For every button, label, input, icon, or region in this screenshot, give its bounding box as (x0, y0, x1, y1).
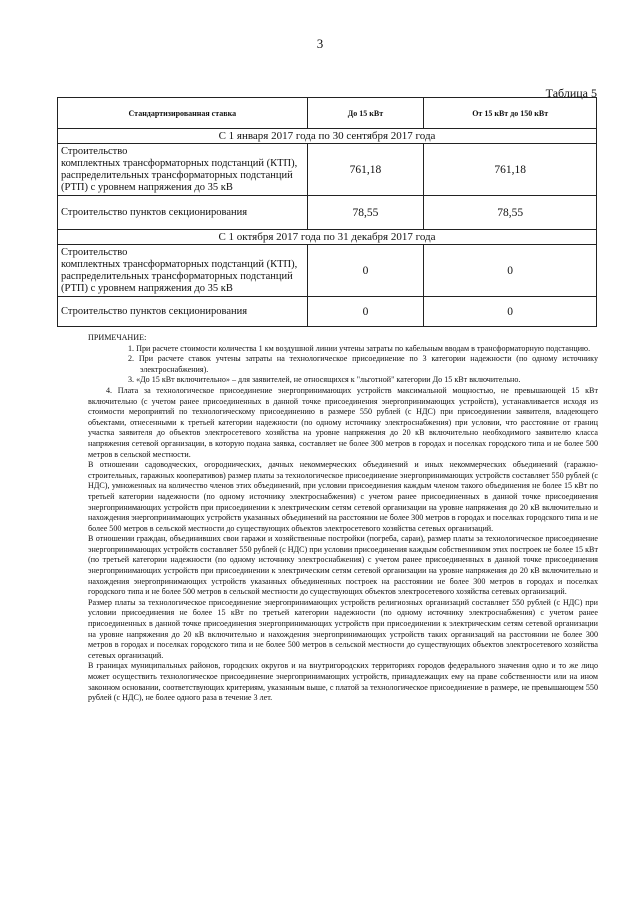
table-row (58, 144, 597, 196)
header-rate: Стандартизированная ставка (58, 98, 308, 129)
rate-value-up-to-15kw: 0 (307, 245, 424, 297)
notes-section (88, 333, 598, 704)
note-item-3: 3. «До 15 кВт включительно» – для заявителей, не относящихся к "льготной" категории До 15 кВт включительно. (128, 375, 521, 385)
rate-item: Строительство пунктов секционирования (58, 297, 308, 327)
rate-value-15-to-150kw: 0 (424, 245, 597, 297)
table-row (58, 297, 597, 327)
rate-value-up-to-15kw: 761,18 (307, 144, 424, 196)
rate-item: Строительство комплектных трансформаторных подстанций (КТП), распределительных трансформаторных подстанций (РТП) с уровнем напряжения до 35 кВ (58, 245, 308, 297)
rate-value-15-to-150kw: 78,55 (424, 196, 597, 230)
table-header-row (58, 98, 597, 129)
rates-table (57, 97, 597, 327)
note-item-1: 1. При расчете стоимости количества 1 км воздушной линии учтены затраты по кабельным вводам в трансформаторную подстанцию. (128, 343, 591, 353)
note-paragraph: В отношении садоводческих, огороднических, дачных некоммерческих объединений и иных некоммерческих объединений (гаражно-строительных, гаражных кооперативов) размер платы за технологическое присоединение энергопринимающих устройств составляет 550 рублей (с НДС), умноженных на количество членов этих объединений, при условии присоединения каждым членом такого объединения не более 15 кВт по третьей категории надежности (по одному источнику электроснабжения) с учетом ранее присоединенных в данной точке присоединения энергопринимающих устройств при присоединении к электрическим сетям сетевой организации на уровне напряжения до 20 кВ включительно и нахождения энергопринимающих устройств указанных объединений на расстоянии не более 300 метров в городах и поселках городского типа и не более 500 метров в сельской местности до существующих объектов электросетевого хозяйства сетевых организаций. (88, 460, 598, 533)
rate-value-15-to-150kw: 0 (424, 297, 597, 327)
note-paragraph: Размер платы за технологическое присоединение энергопринимающих устройств религиозных организаций составляет 550 рублей (с НДС) при условии присоединения не более 15 кВт по третьей категории надежности (по одному источнику электроснабжения) с учетом ранее присоединенных в данной точке присоединения энергопринимающих устройств при присоединении к электрическим сетям сетевой организации на уровне напряжения до 20 кВ включительно и нахождения энергопринимающих устройств таких организаций на расстоянии не более 300 метров в городах и поселках городского типа и не более 500 метров в сельской местности до существующих объектов электросетевого хозяйства сетевых организаций. (88, 597, 598, 660)
note-item-4: 4. Плата за технологическое присоединение энергопринимающих устройств максимальной мощностью, не превышающей 15 кВт включительно (с учетом ранее присоединенных в данной точке присоединения энергопринимающих устройств), устанавливается исходя из стоимости мероприятий по технологическому присоединению в размере 550 рублей (с НДС) при присоединении заявителя, владеющего объектами, отнесенными к третьей категории надежности (по одному источнику электроснабжения) при условии, что расстояние от границ участка заявителя до объектов электросетевого хозяйства на уровне напряжения до 20 кВ включительно необходимого заявителю класса напряжения сетевой организации, в которую подана заявка, составляет не более 300 метров в городах и поселках городского типа и не более 500 метров в сельской местности. (88, 385, 598, 459)
header-15-to-150kw: От 15 кВт до 150 кВт (424, 98, 597, 129)
rate-value-up-to-15kw: 0 (307, 297, 424, 327)
table-caption: Таблица 5 (545, 86, 597, 100)
rate-item: Строительство пунктов секционирования (58, 196, 308, 230)
rate-value-up-to-15kw: 78,55 (307, 196, 424, 230)
table-row (58, 245, 597, 297)
note-paragraph: В границах муниципальных районов, городских округов и на внутригородских территориях городов федерального значения одно и то же лицо может осуществить технологическое присоединение энергопринимающих устройств, принадлежащих ему на праве собственности или на ином законном основании, соответствующих критериям, указанным выше, с платой за технологическое присоединение в размере, не превышающем 550 рублей (с НДС), не более одного раза в течение 3 лет. (88, 661, 598, 703)
period-row (58, 129, 597, 144)
rate-item: Строительство комплектных трансформаторных подстанций (КТП), распределительных трансформаторных подстанций (РТП) с уровнем напряжения до 35 кВ (58, 144, 308, 196)
period-label: С 1 января 2017 года по 30 сентября 2017 года (58, 129, 597, 144)
table-row (58, 196, 597, 230)
rate-value-15-to-150kw: 761,18 (424, 144, 597, 196)
period-row (58, 230, 597, 245)
period-label: С 1 октября 2017 года по 31 декабря 2017 года (58, 230, 597, 245)
page-number: 3 (316, 36, 324, 51)
note-paragraph: В отношении граждан, объединивших свои гаражи и хозяйственные постройки (погреба, сараи), размер платы за технологическое присоединение энергопринимающих устройств составляет 550 рублей (с НДС) при условии присоединения каждым собственником этих построек не более 15 кВт (по третьей категории надежности (по одному источнику электроснабжения) с учетом ранее присоединенных в данной точке присоединения энергопринимающих устройств при присоединении к электрическим сетям сетевой организации на уровне напряжения до 20 кВ включительно и нахождения энергопринимающих устройств указанных объединенных построек на расстоянии не более 300 метров в городах и поселках городского типа и не более 500 метров в сельской местности до существующих объектов электросетевого хозяйства сетевых организаций. (88, 534, 598, 597)
header-up-to-15kw: До 15 кВт (307, 98, 424, 129)
note-item-2: 2. При расчете ставок учтены затраты на технологическое присоединение по 3 категории надежности (по одному источнику электроснабжения). (128, 354, 598, 374)
notes-heading: ПРИМЕЧАНИЕ: (88, 333, 147, 342)
